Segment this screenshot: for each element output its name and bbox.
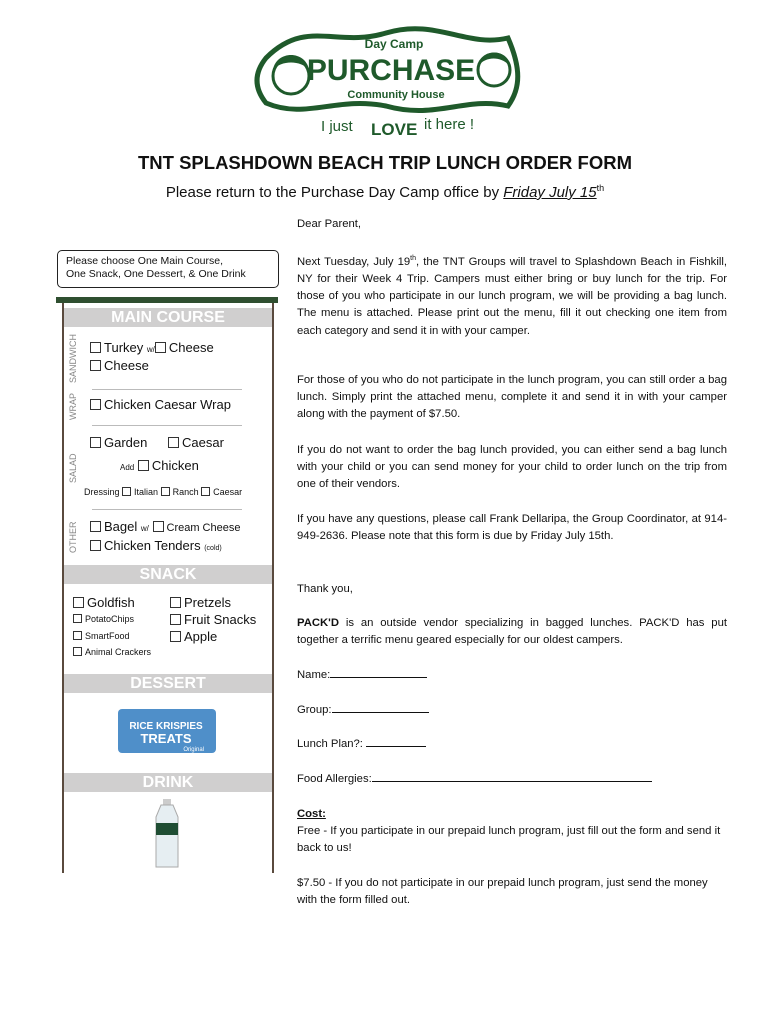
lunch-menu-panel (62, 303, 274, 873)
cheese-option[interactable]: Cheese (90, 358, 149, 373)
svg-text:it here !: it here ! (424, 116, 475, 133)
add-chicken-option[interactable]: Add Chicken (120, 458, 199, 473)
snack-header: SNACK (64, 565, 272, 584)
svg-text:Day Camp: Day Camp (364, 37, 424, 51)
letter-paragraph-4: If you have any questions, please call Frank Dellaripa, the Group Coordinator, at 914-949-2636. Please note that this form is due by Friday July 15th. (297, 513, 727, 543)
svg-text:Original: Original (183, 747, 204, 753)
form-subtitle: Please return to the Purchase Day Camp office by Friday July 15th (165, 183, 605, 201)
turkey-option[interactable]: Turkey w/ Cheese (90, 340, 214, 355)
chicken-tenders-option[interactable]: Chicken Tenders (cold) (90, 538, 222, 553)
cost-paid: $7.50 - If you do not participate in our prepaid lunch program, just send the money with the form filled out. (297, 877, 708, 907)
greeting: Dear Parent, (297, 218, 362, 230)
main-course-header: MAIN COURSE (64, 308, 272, 327)
drink-header: DRINK (64, 773, 272, 792)
divider (92, 509, 242, 510)
cost-heading: Cost: (297, 808, 326, 820)
animal-crackers-option[interactable]: Animal Crackers (73, 647, 151, 657)
purchase-day-camp-logo (246, 8, 526, 138)
food-allergies-field[interactable]: Food Allergies: (297, 771, 727, 788)
garden-salad-option[interactable]: Garden (90, 435, 147, 450)
pretzels-option[interactable]: Pretzels (170, 595, 231, 610)
fruit-snacks-option[interactable]: Fruit Snacks (170, 612, 256, 627)
water-bottle-image (152, 799, 182, 869)
caesar-salad-option[interactable]: Caesar (168, 435, 224, 450)
form-title: TNT SPLASHDOWN BEACH TRIP LUNCH ORDER FORM (137, 152, 632, 173)
letter-paragraph-1: Next Tuesday, July 19th, the TNT Groups will travel to Splashdown Beach in Fishkill, NY for their Week 4 Trip. Campers must either bring or buy lunch for the trip. For those of you who participate in our lunch program, we will be providing a bag lunch. The menu is attached. Please print out the menu, fill it out checking one item from each category and send it in with your camper. (297, 255, 727, 337)
svg-text:TREATS: TREATS (140, 731, 192, 746)
smartfood-option[interactable]: SmartFood (73, 631, 130, 641)
svg-text:PURCHASE: PURCHASE (306, 54, 476, 87)
cost-free: Free - If you participate in our prepaid lunch program, just fill out the form and send it back to us! (297, 825, 721, 855)
divider (92, 425, 242, 426)
bagel-option[interactable]: Bagel w/ Cream Cheese (90, 519, 240, 534)
svg-text:I just: I just (321, 118, 353, 135)
apple-option[interactable]: Apple (170, 629, 217, 644)
letter-paragraph-3: If you do not want to order the bag lunch provided, you can either send a bag lunch with your child or you can send money for your child to order lunch on the trip from one of their vendors. (297, 444, 727, 491)
dessert-header: DESSERT (64, 674, 272, 693)
menu-instructions: Please choose One Main Course, One Snack, One Dessert, & One Drink (57, 250, 279, 288)
thank-you: Thank you, (297, 583, 353, 595)
svg-text:LOVE: LOVE (371, 120, 418, 138)
salad-label: SALAD (68, 453, 78, 483)
svg-text:RICE KRISPIES: RICE KRISPIES (129, 721, 203, 732)
dressing-options[interactable]: Dressing Italian Ranch Caesar (84, 487, 243, 497)
group-field[interactable]: Group: (297, 702, 727, 719)
name-field[interactable]: Name: (297, 667, 727, 684)
chicken-caesar-wrap-option[interactable]: Chicken Caesar Wrap (90, 397, 231, 412)
lunch-plan-field[interactable]: Lunch Plan?: (297, 736, 727, 753)
letter-paragraph-2: For those of you who do not participate in the lunch program, you can still order a bag lunch. Simply print the attached menu, complete it and send it in with your camper along with the payment of $7.50. (297, 374, 727, 421)
svg-text:Community House: Community House (347, 89, 445, 101)
sandwich-label: SANDWICH (68, 334, 78, 383)
goldfish-option[interactable]: Goldfish (73, 595, 135, 610)
other-label: OTHER (68, 521, 78, 553)
potato-chips-option[interactable]: PotatoChips (73, 614, 134, 624)
divider (92, 389, 242, 390)
wrap-label: WRAP (68, 393, 78, 420)
rice-krispies-treats-image (116, 705, 218, 757)
packd-paragraph: PACK'D is an outside vendor specializing in bagged lunches. PACK'D has put together a terrific menu geared especially for our oldest campers. (297, 617, 727, 647)
